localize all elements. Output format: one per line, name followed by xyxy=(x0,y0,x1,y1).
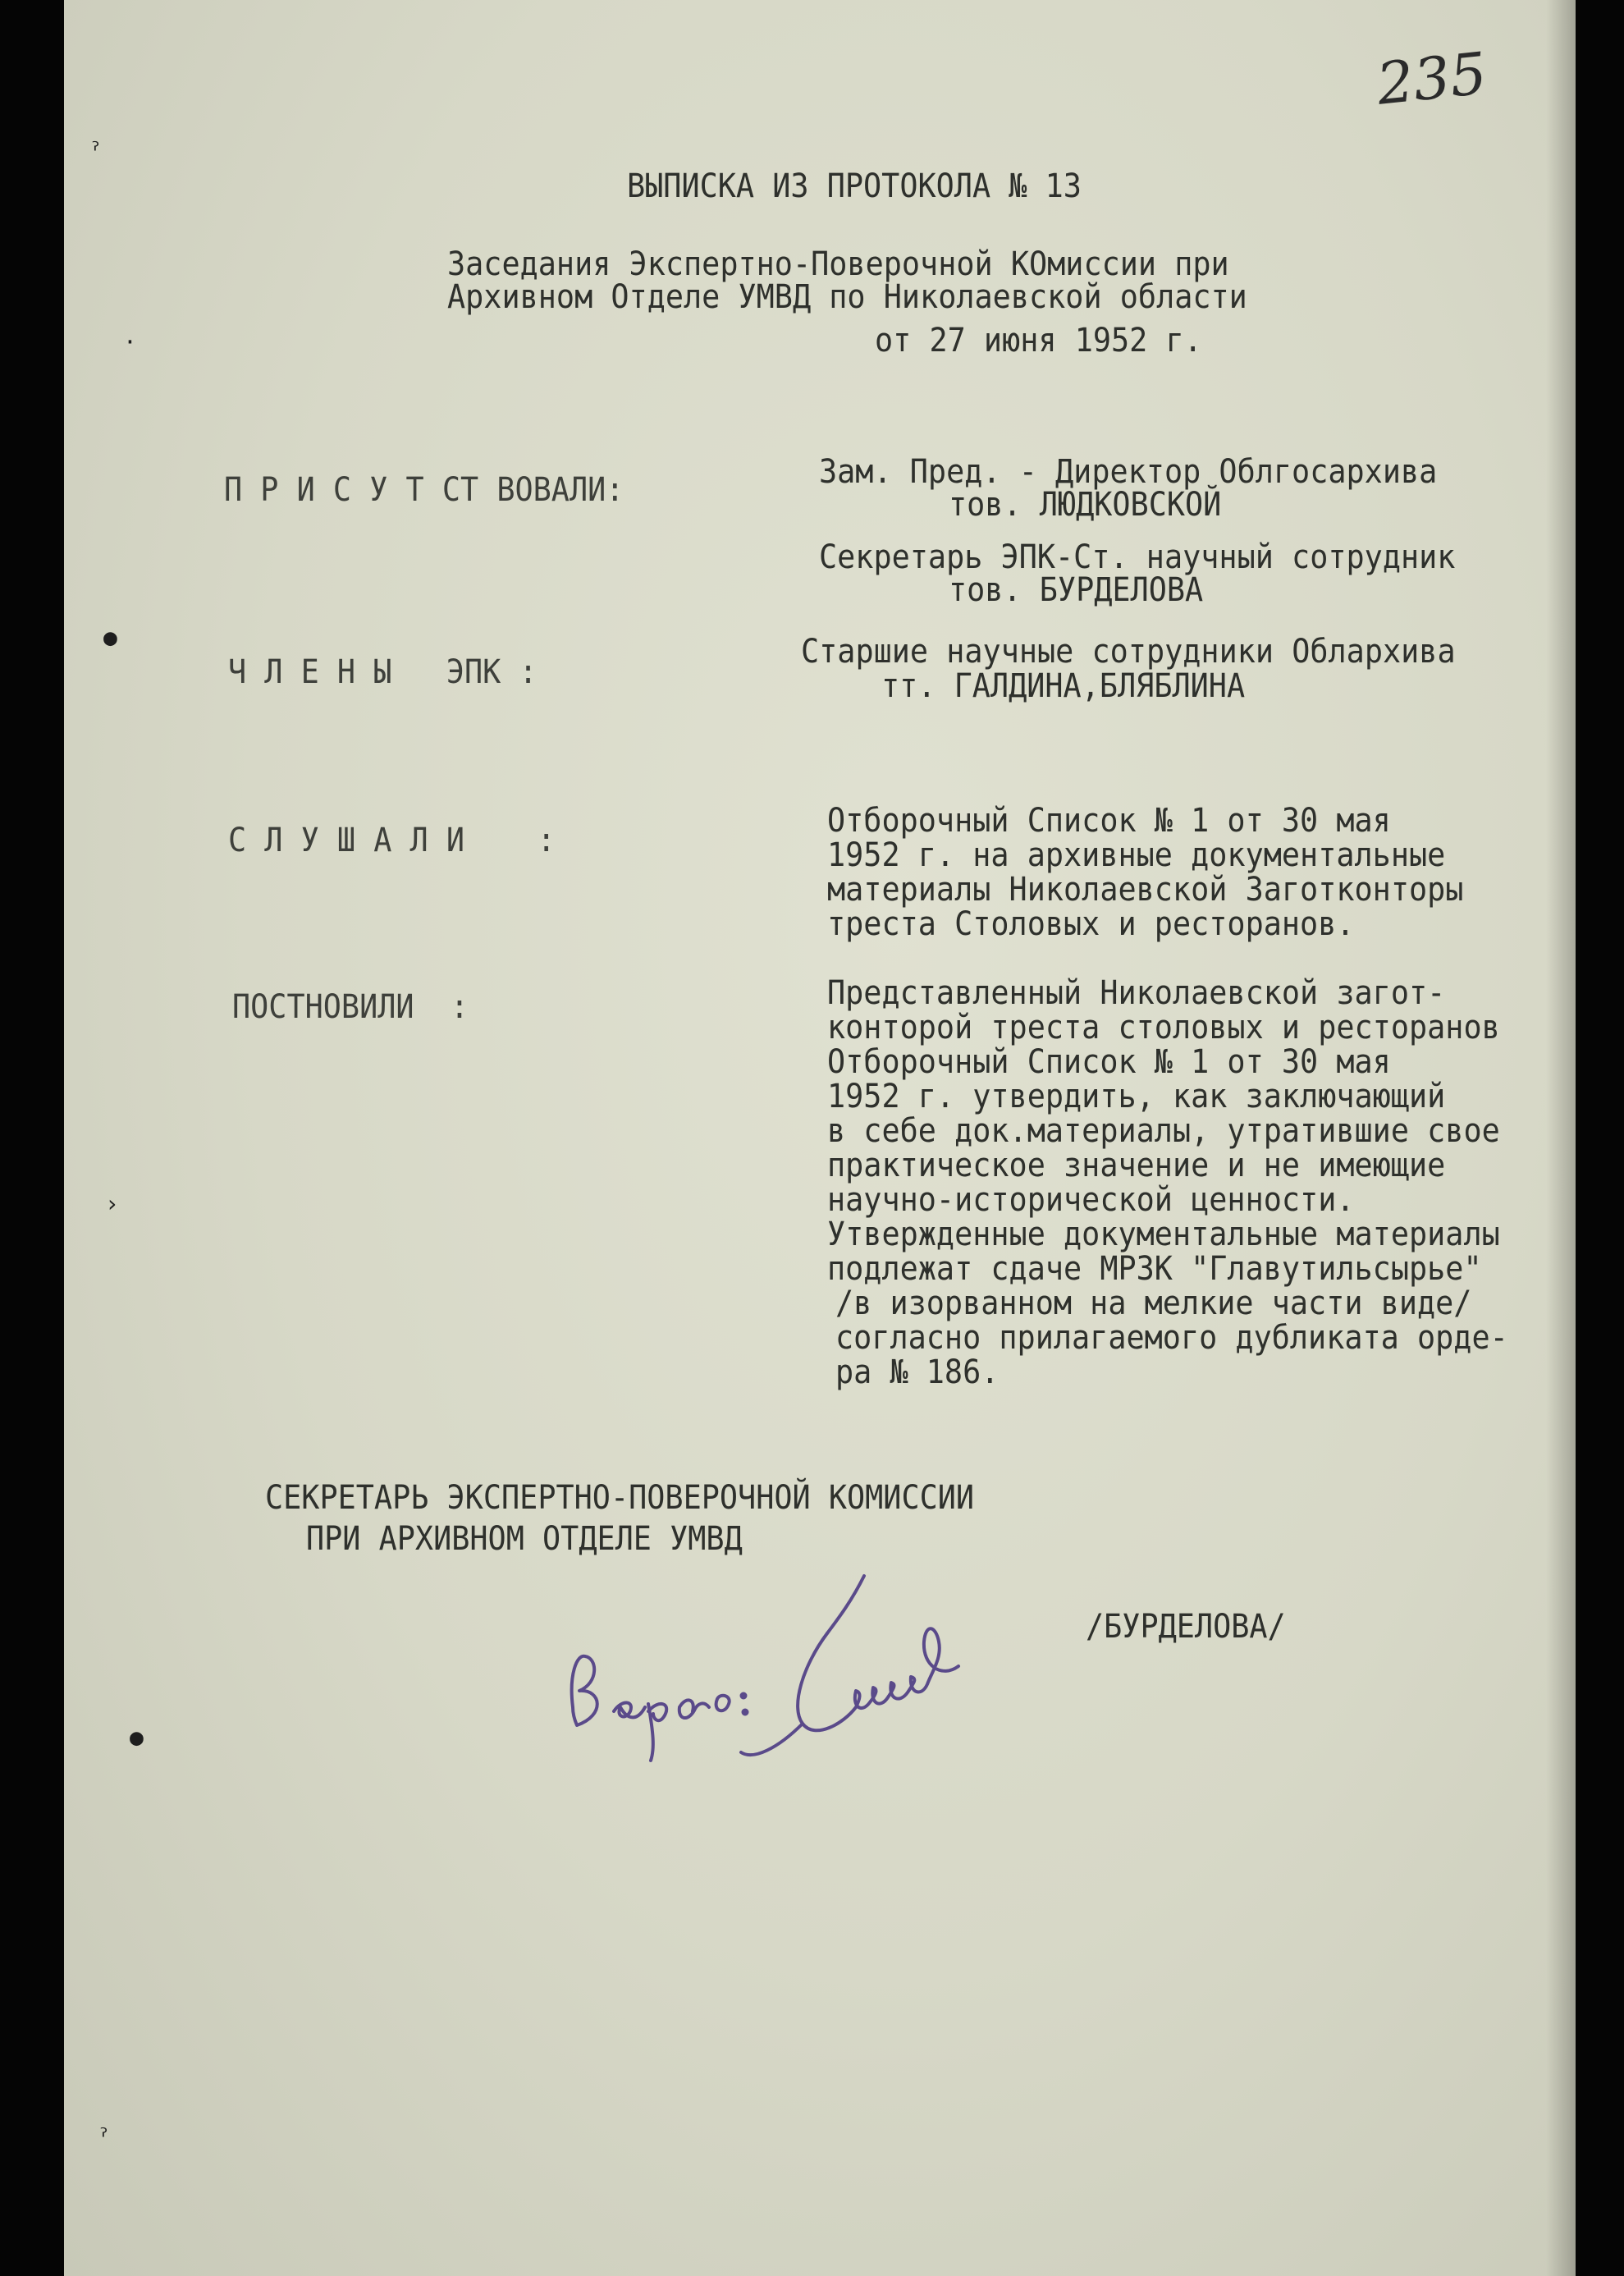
resolved-line: 1952 г. утвердить, как заключающий xyxy=(827,1078,1446,1115)
heard-line: Отборочный Список № 1 от 30 мая xyxy=(827,802,1391,840)
resolved-line: Представленный Николаевской загот- xyxy=(827,974,1446,1012)
secretary-title-line-2: ПРИ АРХИВНОМ ОТДЕЛЕ УМВД xyxy=(306,1520,743,1558)
secretary-title-line-1: СЕКРЕТАРЬ ЭКСПЕРТНО-ПОВЕРОЧНОЙ КОМИССИИ xyxy=(265,1479,975,1517)
document-title: ВЫПИСКА ИЗ ПРОТОКОЛА № 13 xyxy=(627,167,1082,205)
margin-mark: ● xyxy=(130,1724,144,1751)
heard-line: материалы Николаевской Заготконторы xyxy=(827,871,1464,909)
present-line: Секретарь ЭПК-Ст. научный сотрудник xyxy=(819,538,1456,576)
subtitle-line-2: Архивном Отделе УМВД по Николаевской области xyxy=(447,278,1247,316)
resolved-line: практическое значение и не имеющие xyxy=(827,1147,1446,1184)
folio-number: 235 xyxy=(1374,39,1490,118)
heard-line: треста Столовых и ресторанов. xyxy=(827,905,1355,943)
margin-mark: ˀ xyxy=(89,140,103,167)
document-page xyxy=(64,0,1576,2276)
resolved-line: в себе док.материалы, утратившие свое xyxy=(827,1112,1500,1150)
document-date: от 27 июня 1952 г. xyxy=(875,322,1202,359)
resolved-line: научно-исторической ценности. xyxy=(827,1181,1355,1219)
members-line: Старшие научные сотрудники Облархива xyxy=(801,633,1456,671)
margin-mark: ● xyxy=(103,624,117,651)
resolved-line: /в изорванном на мелкие части виде/ xyxy=(835,1285,1472,1322)
margin-mark: › xyxy=(105,1190,119,1217)
present-label: П Р И С У Т СТ ВОВАЛИ: xyxy=(224,471,624,509)
members-line: тт. ГАЛДИНА,БЛЯБЛИНА xyxy=(881,667,1246,705)
resolved-line: ра № 186. xyxy=(835,1353,1000,1391)
present-line: Зам. Пред. - Директор Облгосархива xyxy=(819,453,1438,491)
resolved-label: ПОСТНОВИЛИ : xyxy=(232,988,469,1026)
present-line: тов. ЛЮДКОВСКОЙ xyxy=(949,486,1222,524)
present-line: тов. БУРДЕЛОВА xyxy=(949,571,1204,609)
heard-line: 1952 г. на архивные документальные xyxy=(827,836,1446,874)
heard-label: С Л У Ш А Л И : xyxy=(228,822,556,859)
resolved-line: подлежат сдаче МРЗК "Главутильсырье" xyxy=(827,1250,1482,1288)
members-label: Ч Л Е Н Ы ЭПК : xyxy=(228,653,538,691)
resolved-line: Утвержденные документальные материалы xyxy=(827,1216,1500,1253)
margin-mark: · xyxy=(123,328,137,355)
margin-mark: ˀ xyxy=(97,2126,111,2153)
resolved-line: конторой треста столовых и ресторанов xyxy=(827,1009,1500,1046)
resolved-line: согласно прилагаемого дубликата орде- xyxy=(835,1319,1508,1357)
resolved-line: Отборочный Список № 1 от 30 мая xyxy=(827,1043,1391,1081)
secretary-name: /БУРДЕЛОВА/ xyxy=(1086,1608,1286,1646)
page-edge-shadow xyxy=(1546,0,1576,2276)
handwritten-signature xyxy=(556,1543,1131,1814)
subtitle-line-1: Заседания Экспертно-Поверочной КОмиссии при xyxy=(447,245,1229,283)
